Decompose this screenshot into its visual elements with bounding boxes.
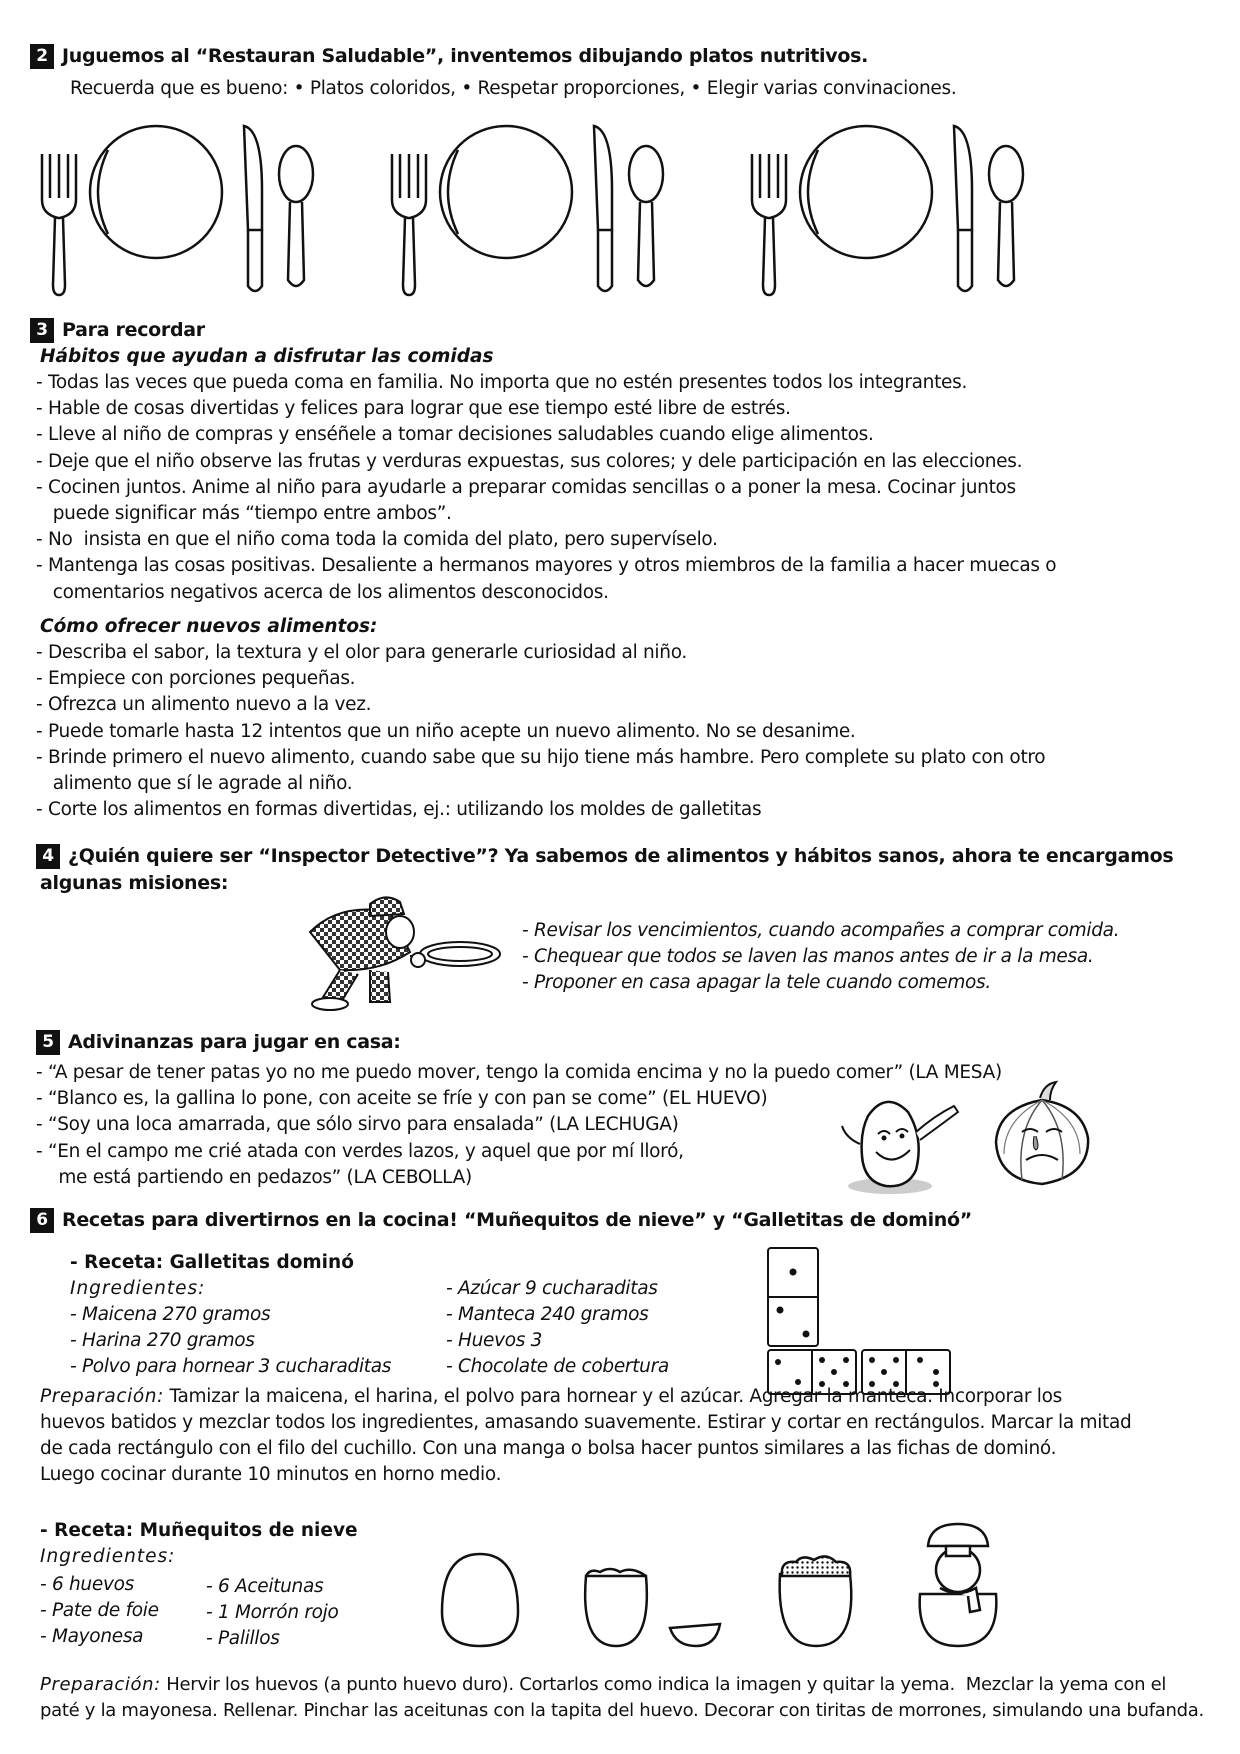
new-foods-list — [36, 640, 1045, 823]
preparation-line: Luego cocinar durante 10 minutos en horno medio. — [40, 1464, 502, 1485]
section-2-title — [30, 44, 868, 69]
section-5-title-text: Adivinanzas para jugar en casa: — [68, 1031, 401, 1053]
list-item: - Describa el sabor, la textura y el olor para generarle curiosidad al niño. — [36, 642, 687, 663]
section-4-title — [36, 844, 1173, 869]
list-item: - Chequear que todos se laven las manos antes de ir a la mesa. — [522, 946, 1094, 967]
recipe-2-ingredients-label: Ingredientes: — [40, 1546, 176, 1567]
section-5-title — [36, 1030, 401, 1055]
missions-list — [522, 918, 1119, 996]
list-item: - “En el campo me crié atada con verdes lazos, y aquel que por mí lloró, — [36, 1140, 684, 1162]
preparation-line: de cada rectángulo con el filo del cuchillo. Con una manga o bolsa hacer puntos similares a las fichas de dominó. — [40, 1438, 1057, 1459]
list-item: - 1 Morrón rojo — [206, 1602, 339, 1623]
list-item: - Harina 270 gramos — [70, 1330, 255, 1351]
domino-icon — [760, 1244, 970, 1394]
list-item: - Cocinen juntos. Anime al niño para ayudarle a preparar comidas sencillas o a poner la mesa. Cocinar juntos — [36, 476, 1016, 498]
section-number: 2 — [30, 44, 54, 69]
recipe-1-ingredients-col2 — [446, 1276, 669, 1380]
list-item: - Manteca 240 gramos — [446, 1304, 649, 1325]
list-item: - Palillos — [206, 1628, 280, 1649]
onion-character-icon — [990, 1080, 1100, 1190]
detective-icon — [300, 892, 510, 1012]
section-number: 5 — [36, 1030, 60, 1055]
list-item: - 6 Aceitunas — [206, 1576, 324, 1597]
list-item: - Deje que el niño observe las frutas y verduras expuestas, sus colores; y dele participación en las elecciones. — [36, 450, 1023, 472]
section-2-title-text: Juguemos al “Restauran Saludable”, inventemos dibujando platos nutritivos. — [62, 45, 869, 67]
list-item: comentarios negativos acerca de los alimentos desconocidos. — [36, 581, 609, 603]
list-item: - “Blanco es, la gallina lo pone, con aceite se fríe y con pan se come” (EL HUEVO) — [36, 1088, 768, 1110]
recipe-2-preparation — [40, 1672, 1204, 1724]
list-item: - 6 huevos — [40, 1574, 134, 1595]
list-item: - “Soy una loca amarrada, que sólo sirvo para ensalada” (LA LECHUGA) — [36, 1114, 679, 1136]
recipe-2-ingredients-col1 — [40, 1572, 159, 1650]
list-item: - Huevos 3 — [446, 1330, 543, 1351]
section-3-title-text: Para recordar — [62, 319, 205, 341]
list-item: - No insista en que el niño coma toda la comida del plato, pero supervíselo. — [36, 529, 718, 551]
preparation-line: paté y la mayonesa. Rellenar. Pinchar las aceitunas con la tapita del huevo. Decorar con tiritas de morrones, simulando una bufanda. — [40, 1700, 1204, 1721]
section-number: 4 — [36, 844, 60, 869]
list-item: puede significar más “tiempo entre ambos”. — [36, 503, 452, 525]
list-item: - Chocolate de cobertura — [446, 1356, 669, 1377]
preparation-line: Hervir los huevos (a punto huevo duro). Cortarlos como indica la imagen y quitar la yema. Mezclar la yema con el — [160, 1674, 1167, 1695]
habits-heading: Hábitos que ayudan a disfrutar las comidas — [40, 346, 494, 367]
list-item: - Corte los alimentos en formas divertidas, ej.: utilizando los moldes de galletitas — [36, 799, 762, 821]
list-item: - Azúcar 9 cucharaditas — [446, 1278, 658, 1299]
recipe-2-title: - Receta: Muñequitos de nieve — [40, 1520, 358, 1541]
section-4-title-text: ¿Quién quiere ser “Inspector Detective”? Ya sabemos de alimentos y hábitos sanos, ahora te encargamos — [68, 845, 1174, 867]
list-item: - Brinde primero el nuevo alimento, cuando sabe que su hijo tiene más hambre. Pero complete su plato con otro — [36, 746, 1046, 768]
list-item: - Hable de cosas divertidas y felices para lograr que ese tiempo esté libre de estrés. — [36, 398, 791, 420]
list-item: - Polvo para hornear 3 cucharaditas — [70, 1356, 392, 1377]
list-item: - Todas las veces que pueda coma en familia. No importa que no estén presentes todos los integrantes. — [36, 372, 968, 393]
section-4-title-line2: algunas misiones: — [40, 872, 229, 894]
list-item: me está partiendo en pedazos” (LA CEBOLLA) — [36, 1166, 472, 1188]
recipe-1-ingredients-col1 — [70, 1302, 391, 1380]
recipe-2-preparation-label: Preparación: — [40, 1674, 161, 1695]
recipe-1-ingredients-label: Ingredientes: — [70, 1278, 206, 1299]
section-3-title — [30, 318, 205, 343]
list-item: - Maicena 270 gramos — [70, 1304, 271, 1325]
section-6-title-text: Recetas para divertirnos en la cocina! “Muñequitos de nieve” y “Galletitas de dominó” — [62, 1209, 972, 1231]
section-2-subtitle: Recuerda que es bueno: • Platos coloridos, • Respetar proporciones, • Elegir varias convinaciones. — [70, 78, 957, 99]
list-item: alimento que sí le agrade al niño. — [36, 773, 353, 795]
preparation-line: Tamizar la maicena, el harina, el polvo para hornear y el azúcar. Agregar la manteca. Incorporar los — [163, 1386, 1062, 1407]
list-item: - Puede tomarle hasta 12 intentos que un niño acepte un nuevo alimento. No se desanime. — [36, 720, 856, 742]
list-item: - “A pesar de tener patas yo no me puedo mover, tengo la comida encima y no la puedo comer” (LA MESA) — [36, 1062, 1002, 1083]
section-6-title — [30, 1208, 972, 1233]
list-item: - Empiece con porciones pequeñas. — [36, 668, 356, 690]
list-item: - Ofrezca un alimento nuevo a la vez. — [36, 694, 372, 716]
snowman-egg-steps-illustration — [440, 1520, 1060, 1650]
list-item: - Revisar los vencimientos, cuando acompañes a comprar comida. — [522, 920, 1120, 941]
section-number: 6 — [30, 1208, 54, 1233]
section-number: 3 — [30, 318, 54, 343]
list-item: - Proponer en casa apagar la tele cuando comemos. — [522, 972, 991, 993]
egg-character-icon — [838, 1088, 968, 1198]
habits-list — [36, 370, 1056, 606]
list-item: - Mayonesa — [40, 1626, 144, 1647]
recipe-1-title: - Receta: Galletitas dominó — [70, 1252, 354, 1273]
new-foods-heading: Cómo ofrecer nuevos alimentos: — [40, 616, 378, 637]
place-settings-illustration — [0, 110, 1240, 300]
recipe-1-preparation-label: Preparación: — [40, 1386, 164, 1407]
recipe-2-ingredients-col2 — [206, 1574, 339, 1652]
list-item: - Mantenga las cosas positivas. Desaliente a hermanos mayores y otros miembros de la familia a hacer muecas o — [36, 555, 1057, 577]
list-item: - Pate de foie — [40, 1600, 159, 1621]
recipe-1-preparation — [40, 1384, 1131, 1488]
list-item: - Lleve al niño de compras y enséñele a tomar decisiones saludables cuando elige alimentos. — [36, 424, 874, 446]
preparation-line: huevos batidos y mezclar todos los ingredientes, amasando suavemente. Estirar y cortar en rectángulos. Marcar la mitad — [40, 1412, 1132, 1433]
